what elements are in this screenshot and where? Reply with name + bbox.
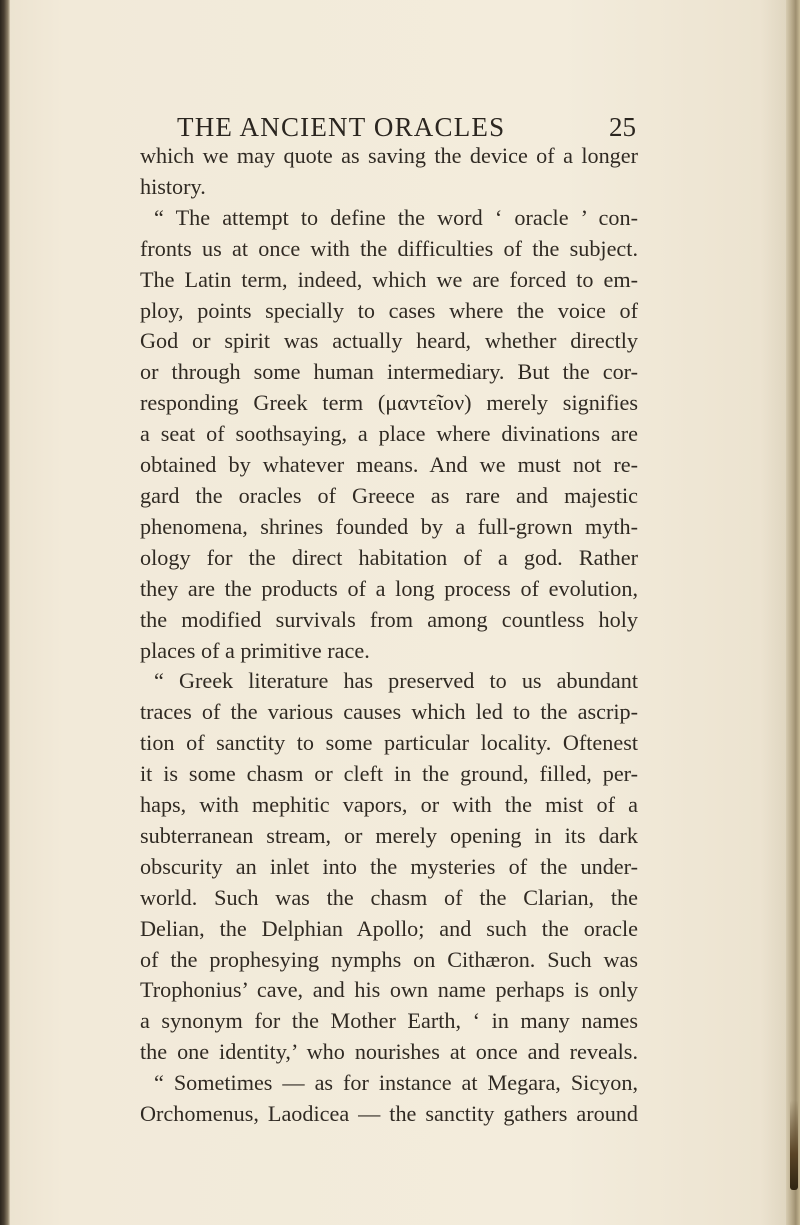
text-line: Trophonius’ cave, and his own name perhaps is only	[140, 977, 638, 1003]
text-line: “ Greek literature has preserved to us abundant	[154, 668, 638, 694]
text-line: “ Sometimes — as for instance at Megara, Sicyon,	[154, 1070, 638, 1096]
text-line: of the prophesying nymphs on Cithæron. Such was	[140, 946, 638, 972]
text-line: places of a primitive race.	[140, 637, 370, 663]
text-line: ploy, points specially to cases where the voice of	[140, 297, 638, 323]
text-line: “ The attempt to define the word ‘ oracle ’ con-	[154, 204, 638, 230]
text-line: Delian, the Delphian Apollo; and such the oracle	[140, 915, 638, 941]
text-line: which we may quote as saving the device of a longer	[140, 143, 638, 168]
text-line: or through some human intermediary. But the cor-	[140, 359, 638, 385]
text-line: a synonym for the Mother Earth, ‘ in many names	[140, 1008, 638, 1034]
text-line: Orchomenus, Laodicea — the sanctity gathers around	[140, 1101, 638, 1127]
text-line: history.	[140, 173, 206, 199]
text-line: gard the oracles of Greece as rare and majestic	[140, 482, 638, 508]
text-line: obscurity an inlet into the mysteries of the under-	[140, 853, 638, 879]
text-line: tion of sanctity to some particular locality. Oftenest	[140, 730, 638, 756]
text-line: ology for the direct habitation of a god. Rather	[140, 544, 638, 570]
page-edge	[786, 0, 800, 1225]
text-line: The Latin term, indeed, which we are forced to em-	[140, 266, 638, 292]
text-line: obtained by whatever means. And we must not re-	[140, 452, 638, 478]
text-line: God or spirit was actually heard, whether directly	[140, 328, 638, 354]
text-line: a seat of soothsaying, a place where divinations are	[140, 421, 638, 447]
page-gutter-shadow	[0, 0, 10, 1225]
text-line: the modified survivals from among countless holy	[140, 606, 638, 632]
text-line: the one identity,’ who nourishes at once and reveals.	[140, 1039, 638, 1065]
text-line: traces of the various causes which led to the ascrip-	[140, 699, 638, 725]
text-line: they are the products of a long process of evolution,	[140, 575, 638, 601]
text-line: it is some chasm or cleft in the ground, filled, per-	[140, 761, 638, 787]
text-line: responding Greek term (μαντεῖον) merely signifies	[140, 390, 638, 416]
running-title: THE ANCIENT ORACLES	[177, 112, 506, 142]
text-line: haps, with mephitic vapors, or with the mist of a	[140, 792, 638, 818]
page-number: 25	[609, 112, 636, 142]
text-line: world. Such was the chasm of the Clarian, the	[140, 884, 638, 910]
text-line: fronts us at once with the difficulties of the subject.	[140, 235, 638, 261]
body-text	[140, 141, 638, 1130]
text-line: subterranean stream, or merely opening in its dark	[140, 822, 638, 848]
page-edge-stain	[790, 1100, 798, 1190]
text-line: phenomena, shrines founded by a full-grown myth-	[140, 513, 638, 539]
